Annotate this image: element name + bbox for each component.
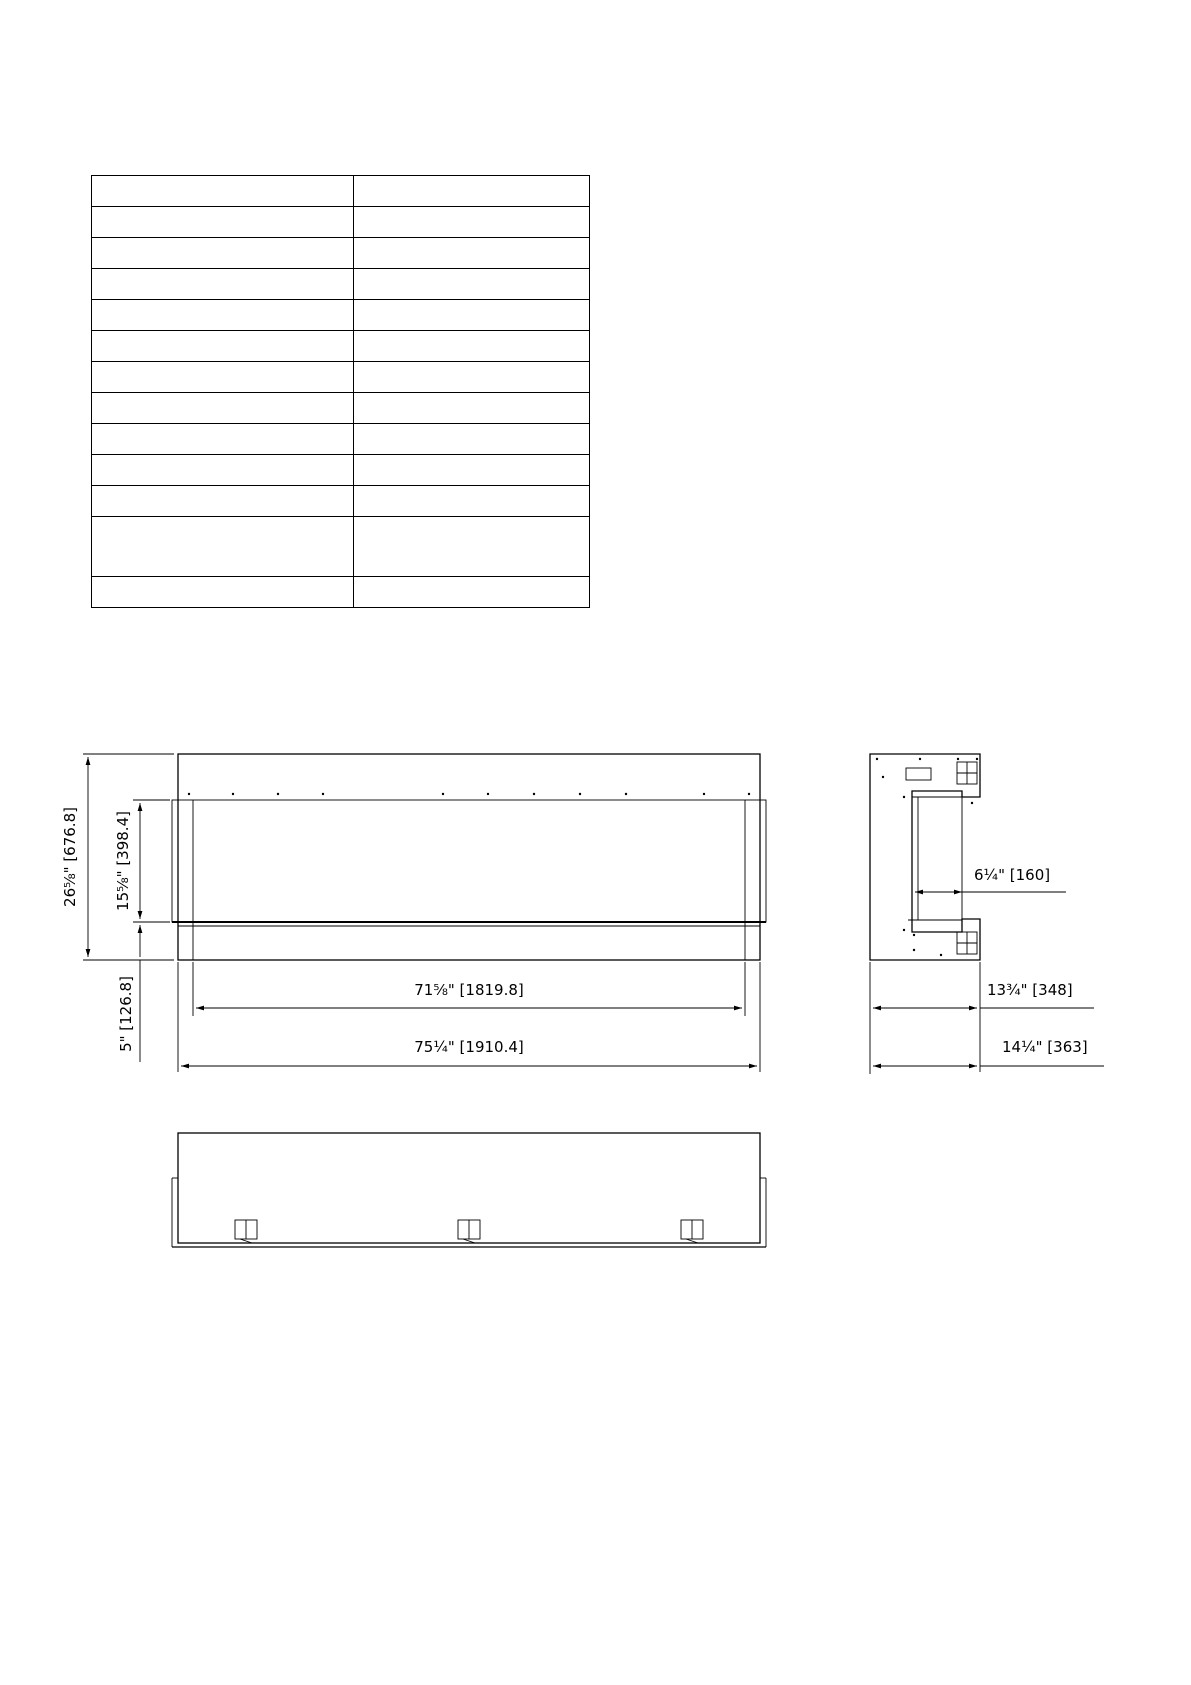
overall-width-label: 75¼" [1910.4] [414, 1038, 524, 1056]
side-overall-depth-label: 14¼" [363] [1002, 1038, 1088, 1056]
front-view [172, 754, 766, 960]
side-view [870, 754, 980, 960]
base-height-label: 5" [126.8] [117, 976, 135, 1052]
side-dimensions [870, 866, 1104, 1074]
top-bracket-left [235, 1220, 257, 1243]
front-horizontal-dimensions [178, 962, 760, 1072]
side-inner-depth-label: 6¼" [160] [974, 866, 1051, 884]
top-view [172, 1133, 766, 1247]
screw-holes [188, 793, 750, 795]
opening-height-label: 15⅝" [398.4] [114, 811, 132, 911]
side-frame-depth-label: 13¾" [348] [987, 981, 1073, 999]
side-upper-bracket [957, 762, 977, 784]
top-bracket-center [458, 1220, 480, 1243]
front-vertical-dimensions [61, 754, 174, 1062]
top-bracket-right [681, 1220, 703, 1243]
side-lower-bracket [957, 932, 977, 954]
overall-height-label: 26⅝" [676.8] [61, 807, 79, 907]
opening-width-label: 71⅝" [1819.8] [414, 981, 524, 999]
